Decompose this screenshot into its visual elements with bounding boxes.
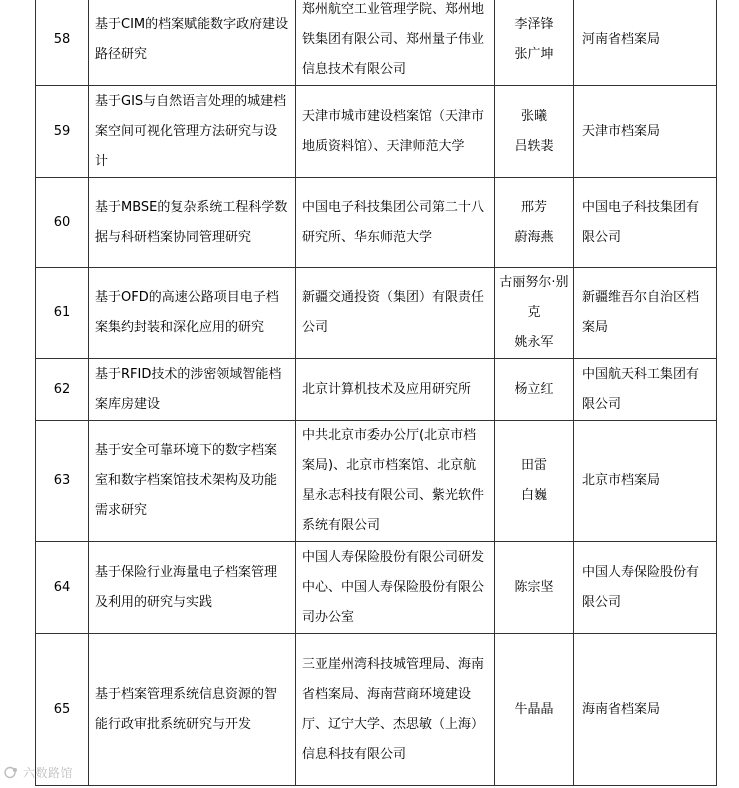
person-name: 姚永军	[514, 335, 554, 350]
person-name: 杨立红	[514, 381, 554, 397]
project-units: 北京计算机技术及应用研究所	[296, 359, 495, 421]
row-number: 64	[36, 542, 89, 634]
project-title: 基于CIM的档案赋能数字政府建设路径研究	[89, 0, 296, 86]
recommending-unit: 中国电子科技集团有限公司	[574, 178, 717, 268]
table-row	[36, 421, 717, 542]
recommending-unit: 河南省档案局	[574, 0, 717, 86]
table-row	[36, 86, 717, 178]
recommending-unit: 中国航天科工集团有限公司	[574, 359, 717, 421]
table-row	[36, 634, 717, 786]
project-title: 基于安全可靠环境下的数字档案室和数字档案馆技术架构及功能需求研究	[89, 421, 296, 542]
person-name: 田雷	[520, 458, 547, 473]
person-name: 白巍	[520, 488, 547, 503]
recommending-unit: 北京市档案局	[574, 421, 717, 542]
project-title: 基于MBSE的复杂系统工程科学数据与科研档案协同管理研究	[89, 178, 296, 268]
person-name: 牛晶晶	[514, 701, 554, 717]
table-row	[36, 542, 717, 634]
table-row	[36, 178, 717, 268]
project-units: 天津市城市建设档案馆（天津市地质资料馆）、天津师范大学	[296, 86, 495, 178]
projects-table	[35, 0, 717, 786]
recommending-unit: 中国人寿保险股份有限公司	[574, 542, 717, 634]
row-number: 62	[36, 359, 89, 421]
project-units: 三亚崖州湾科技城管理局、海南省档案局、海南营商环境建设厅、辽宁大学、杰思敏（上海）信息科技有限公司	[296, 634, 495, 786]
project-title: 基于档案管理系统信息资源的智能行政审批系统研究与开发	[89, 634, 296, 786]
project-title: 基于GIS与自然语言处理的城建档案空间可视化管理方法研究与设计	[89, 86, 296, 178]
row-number: 59	[36, 86, 89, 178]
person-name: 张广坤	[514, 47, 554, 62]
row-number: 58	[36, 0, 89, 86]
project-people	[495, 178, 574, 268]
project-units: 新疆交通投资（集团）有限责任公司	[296, 268, 495, 359]
project-title: 基于保险行业海量电子档案管理及利用的研究与实践	[89, 542, 296, 634]
project-title: 基于OFD的高速公路项目电子档案集约封装和深化应用的研究	[89, 268, 296, 359]
person-name: 李泽锋	[514, 17, 554, 32]
person-name: 古丽努尔·别克	[499, 275, 569, 320]
project-units: 中国人寿保险股份有限公司研发中心、中国人寿保险股份有限公司办公室	[296, 542, 495, 634]
table-row	[36, 0, 717, 86]
project-people	[495, 634, 574, 786]
project-people	[495, 359, 574, 421]
project-units: 中共北京市委办公厅(北京市档案局)、北京市档案馆、北京航星永志科技有限公司、紫光软件系统有限公司	[296, 421, 495, 542]
project-people	[495, 421, 574, 542]
recommending-unit: 海南省档案局	[574, 634, 717, 786]
watermark	[4, 764, 73, 781]
project-units: 郑州航空工业管理学院、郑州地铁集团有限公司、郑州量子伟业信息技术有限公司	[296, 0, 495, 86]
project-people	[495, 268, 574, 359]
recommending-unit: 新疆维吾尔自治区档案局	[574, 268, 717, 359]
project-title: 基于RFID技术的涉密领域智能档案库房建设	[89, 359, 296, 421]
recommending-unit: 天津市档案局	[574, 86, 717, 178]
project-people	[495, 0, 574, 86]
watermark-text: 六数路馆	[23, 766, 74, 780]
person-name: 陈宗坚	[514, 579, 554, 595]
person-name: 吕轶裴	[514, 138, 554, 154]
project-people	[495, 542, 574, 634]
table-row	[36, 359, 717, 421]
row-number: 60	[36, 178, 89, 268]
person-name: 邢芳	[520, 199, 547, 215]
table-row	[36, 268, 717, 359]
row-number: 65	[36, 634, 89, 786]
person-name: 张曦	[520, 108, 547, 124]
project-units: 中国电子科技集团公司第二十八研究所、华东师范大学	[296, 178, 495, 268]
watermark-logo-icon	[4, 766, 20, 779]
row-number: 63	[36, 421, 89, 542]
person-name: 蔚海燕	[514, 229, 554, 245]
row-number: 61	[36, 268, 89, 359]
project-people	[495, 86, 574, 178]
